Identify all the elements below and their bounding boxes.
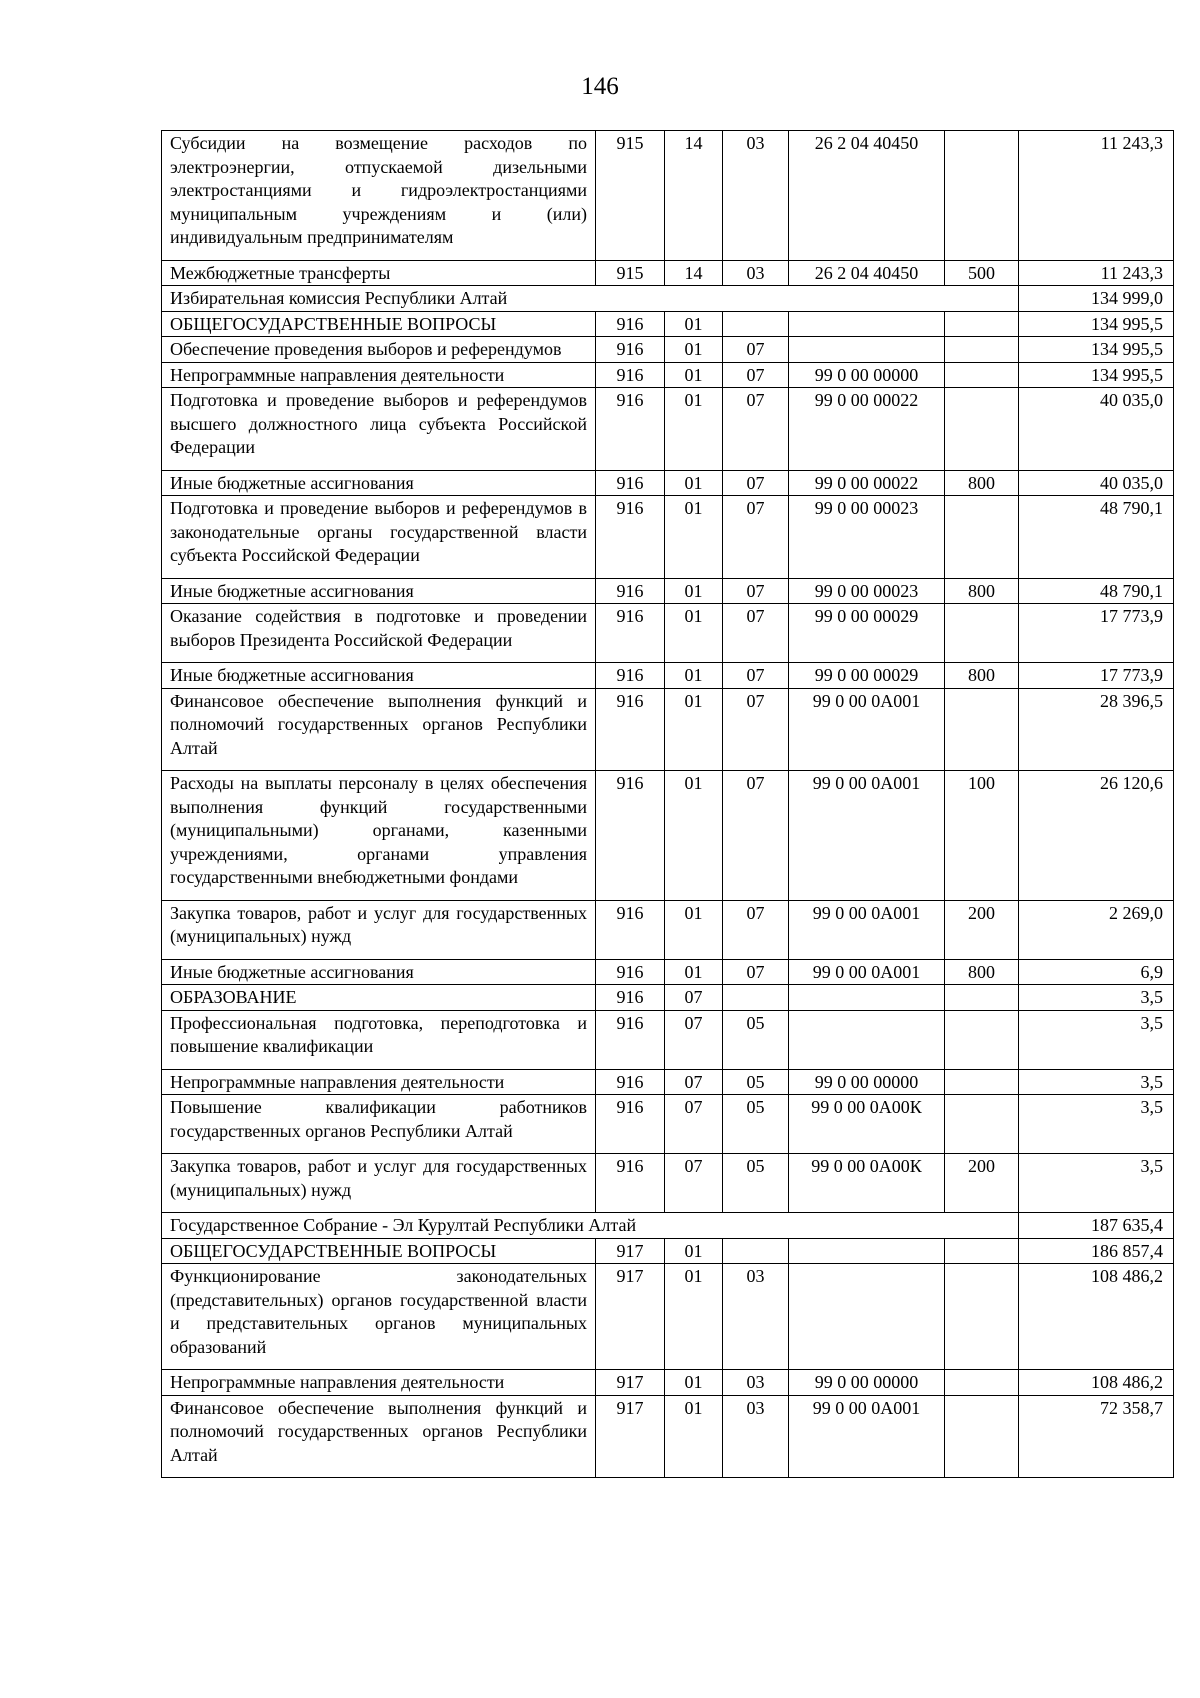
target-article-cell: 99 0 00 0А001 xyxy=(789,688,945,771)
subsection-code-cell: 07 xyxy=(723,900,789,959)
amount-cell: 3,5 xyxy=(1019,1010,1174,1069)
item-name-cell: Иные бюджетные ассигнования xyxy=(162,959,596,985)
target-article-cell: 99 0 00 00029 xyxy=(789,663,945,689)
amount-cell: 72 358,7 xyxy=(1019,1395,1174,1478)
expense-type-cell: 800 xyxy=(945,470,1019,496)
subsection-code-cell: 07 xyxy=(723,663,789,689)
subsection-code-cell: 07 xyxy=(723,470,789,496)
target-article-cell: 99 0 00 0А001 xyxy=(789,900,945,959)
item-name-cell: Закупка товаров, работ и услуг для государственных (муниципальных) нужд xyxy=(162,900,596,959)
section-code-cell: 07 xyxy=(665,1095,723,1154)
table-row xyxy=(162,131,1174,261)
item-name-cell: Подготовка и проведение выборов и референдумов высшего должностного лица субъекта Российской Федерации xyxy=(162,388,596,471)
target-article-cell: 99 0 00 00000 xyxy=(789,1069,945,1095)
section-code-cell: 01 xyxy=(665,311,723,337)
subsection-code-cell: 07 xyxy=(723,688,789,771)
amount-cell: 17 773,9 xyxy=(1019,663,1174,689)
subsection-code-cell: 07 xyxy=(723,388,789,471)
item-name-cell: Обеспечение проведения выборов и референдумов xyxy=(162,337,596,363)
target-article-cell: 99 0 00 0А001 xyxy=(789,1395,945,1478)
section-code-cell: 01 xyxy=(665,470,723,496)
item-name-cell: Оказание содействия в подготовке и проведении выборов Президента Российской Федерации xyxy=(162,604,596,663)
amount-cell: 3,5 xyxy=(1019,1095,1174,1154)
ministry-code-cell: 915 xyxy=(596,131,665,261)
ministry-code-cell: 916 xyxy=(596,663,665,689)
item-name-cell: Закупка товаров, работ и услуг для государственных (муниципальных) нужд xyxy=(162,1154,596,1213)
ministry-code-cell: 916 xyxy=(596,388,665,471)
table-row xyxy=(162,311,1174,337)
ministry-code-cell: 916 xyxy=(596,1154,665,1213)
subsection-code-cell xyxy=(723,985,789,1011)
amount-cell: 134 995,5 xyxy=(1019,337,1174,363)
ministry-code-cell: 916 xyxy=(596,604,665,663)
table-row xyxy=(162,688,1174,771)
expense-type-cell xyxy=(945,337,1019,363)
item-name-cell: Расходы на выплаты персоналу в целях обеспечения выполнения функций государственными (муниципальными) органами, казенными учреждениями, органами управления государственными внебюджетными фондами xyxy=(162,771,596,901)
expense-type-cell: 200 xyxy=(945,900,1019,959)
target-article-cell: 99 0 00 00022 xyxy=(789,388,945,471)
table-row xyxy=(162,260,1174,286)
section-code-cell: 01 xyxy=(665,663,723,689)
item-name-cell: Непрограммные направления деятельности xyxy=(162,362,596,388)
amount-cell: 40 035,0 xyxy=(1019,470,1174,496)
subsection-code-cell: 03 xyxy=(723,260,789,286)
target-article-cell: 99 0 00 00022 xyxy=(789,470,945,496)
ministry-code-cell: 916 xyxy=(596,771,665,901)
ministry-code-cell: 916 xyxy=(596,688,665,771)
item-name-cell: Непрограммные направления деятельности xyxy=(162,1370,596,1396)
amount-cell: 11 243,3 xyxy=(1019,260,1174,286)
section-code-cell: 01 xyxy=(665,959,723,985)
table-row xyxy=(162,286,1174,312)
target-article-cell xyxy=(789,985,945,1011)
target-article-cell: 26 2 04 40450 xyxy=(789,260,945,286)
item-name-cell: Функционирование законодательных (представительных) органов государственной власти и представительных органов муниципальных образований xyxy=(162,1264,596,1370)
expense-type-cell xyxy=(945,1069,1019,1095)
section-code-cell: 01 xyxy=(665,496,723,579)
subsection-code-cell: 07 xyxy=(723,337,789,363)
subsection-code-cell xyxy=(723,1238,789,1264)
expense-type-cell: 800 xyxy=(945,578,1019,604)
table-row xyxy=(162,1213,1174,1239)
target-article-cell: 99 0 00 00023 xyxy=(789,578,945,604)
expense-type-cell xyxy=(945,1010,1019,1069)
target-article-cell xyxy=(789,1238,945,1264)
expense-type-cell xyxy=(945,131,1019,261)
item-name-cell: Повышение квалификации работников государственных органов Республики Алтай xyxy=(162,1095,596,1154)
item-name-cell: Иные бюджетные ассигнования xyxy=(162,470,596,496)
ministry-code-cell: 916 xyxy=(596,470,665,496)
subsection-code-cell: 07 xyxy=(723,578,789,604)
ministry-code-cell: 916 xyxy=(596,985,665,1011)
target-article-cell: 99 0 00 00023 xyxy=(789,496,945,579)
table-row xyxy=(162,1095,1174,1154)
section-code-cell: 07 xyxy=(665,1010,723,1069)
ministry-code-cell: 917 xyxy=(596,1238,665,1264)
amount-cell: 48 790,1 xyxy=(1019,578,1174,604)
item-name-cell: ОБЩЕГОСУДАРСТВЕННЫЕ ВОПРОСЫ xyxy=(162,311,596,337)
ministry-code-cell: 916 xyxy=(596,1095,665,1154)
subsection-code-cell: 05 xyxy=(723,1010,789,1069)
amount-cell: 3,5 xyxy=(1019,985,1174,1011)
expense-type-cell xyxy=(945,1095,1019,1154)
subsection-code-cell: 05 xyxy=(723,1154,789,1213)
table-row xyxy=(162,578,1174,604)
section-code-cell: 01 xyxy=(665,1395,723,1478)
table-row xyxy=(162,985,1174,1011)
table-row xyxy=(162,1395,1174,1478)
target-article-cell: 99 0 00 00000 xyxy=(789,1370,945,1396)
section-code-cell: 01 xyxy=(665,604,723,663)
ministry-code-cell: 917 xyxy=(596,1264,665,1370)
expense-type-cell xyxy=(945,1395,1019,1478)
item-name-cell: Финансовое обеспечение выполнения функций и полномочий государственных органов Республики Алтай xyxy=(162,1395,596,1478)
item-name-cell: ОБРАЗОВАНИЕ xyxy=(162,985,596,1011)
target-article-cell xyxy=(789,1264,945,1370)
target-article-cell: 99 0 00 0А00К xyxy=(789,1154,945,1213)
section-code-cell: 01 xyxy=(665,362,723,388)
amount-cell: 28 396,5 xyxy=(1019,688,1174,771)
section-code-cell: 01 xyxy=(665,688,723,771)
ministry-code-cell: 916 xyxy=(596,496,665,579)
target-article-cell: 99 0 00 0А001 xyxy=(789,959,945,985)
ministry-code-cell: 915 xyxy=(596,260,665,286)
expense-type-cell xyxy=(945,688,1019,771)
table-row xyxy=(162,1154,1174,1213)
expense-type-cell xyxy=(945,985,1019,1011)
table-row xyxy=(162,771,1174,901)
amount-cell: 26 120,6 xyxy=(1019,771,1174,901)
expense-type-cell xyxy=(945,362,1019,388)
subsection-code-cell xyxy=(723,311,789,337)
page-number: 146 xyxy=(581,73,619,100)
target-article-cell xyxy=(789,311,945,337)
ministry-code-cell: 917 xyxy=(596,1395,665,1478)
target-article-cell: 99 0 00 00029 xyxy=(789,604,945,663)
table-row xyxy=(162,362,1174,388)
target-article-cell xyxy=(789,337,945,363)
expense-type-cell xyxy=(945,496,1019,579)
section-code-cell: 01 xyxy=(665,1238,723,1264)
item-name-cell: Подготовка и проведение выборов и референдумов в законодательные органы государственной власти субъекта Российской Федерации xyxy=(162,496,596,579)
expense-type-cell: 100 xyxy=(945,771,1019,901)
subsection-code-cell: 07 xyxy=(723,771,789,901)
item-name-cell: Межбюджетные трансферты xyxy=(162,260,596,286)
expense-type-cell xyxy=(945,311,1019,337)
ministry-code-cell: 916 xyxy=(596,311,665,337)
ministry-code-cell: 916 xyxy=(596,959,665,985)
subsection-code-cell: 07 xyxy=(723,604,789,663)
section-code-cell: 01 xyxy=(665,771,723,901)
subsection-code-cell: 03 xyxy=(723,1264,789,1370)
table-row xyxy=(162,496,1174,579)
expense-type-cell: 800 xyxy=(945,663,1019,689)
amount-cell: 3,5 xyxy=(1019,1069,1174,1095)
section-code-cell: 01 xyxy=(665,337,723,363)
expense-type-cell: 500 xyxy=(945,260,1019,286)
item-name-cell: ОБЩЕГОСУДАРСТВЕННЫЕ ВОПРОСЫ xyxy=(162,1238,596,1264)
expense-type-cell xyxy=(945,604,1019,663)
item-name-cell: Финансовое обеспечение выполнения функций и полномочий государственных органов Республики Алтай xyxy=(162,688,596,771)
item-name-cell: Непрограммные направления деятельности xyxy=(162,1069,596,1095)
ministry-code-cell: 916 xyxy=(596,900,665,959)
ministry-code-cell: 916 xyxy=(596,362,665,388)
subsection-code-cell: 03 xyxy=(723,1370,789,1396)
section-code-cell: 07 xyxy=(665,1069,723,1095)
ministry-code-cell: 916 xyxy=(596,578,665,604)
amount-cell: 108 486,2 xyxy=(1019,1264,1174,1370)
table-row xyxy=(162,1010,1174,1069)
section-code-cell: 07 xyxy=(665,1154,723,1213)
table-row xyxy=(162,388,1174,471)
target-article-cell: 99 0 00 0А00К xyxy=(789,1095,945,1154)
amount-cell: 108 486,2 xyxy=(1019,1370,1174,1396)
target-article-cell: 26 2 04 40450 xyxy=(789,131,945,261)
organization-name-cell: Избирательная комиссия Республики Алтай xyxy=(162,286,1019,312)
table-body xyxy=(162,131,1174,1478)
amount-cell: 186 857,4 xyxy=(1019,1238,1174,1264)
item-name-cell: Субсидии на возмещение расходов по электроэнергии, отпускаемой дизельными электростанциями и гидроэлектростанциями муниципальным учреждениям и (или) индивидуальным предпринимателям xyxy=(162,131,596,261)
amount-cell: 187 635,4 xyxy=(1019,1213,1174,1239)
amount-cell: 17 773,9 xyxy=(1019,604,1174,663)
table-row xyxy=(162,663,1174,689)
section-code-cell: 01 xyxy=(665,388,723,471)
amount-cell: 3,5 xyxy=(1019,1154,1174,1213)
expense-type-cell: 800 xyxy=(945,959,1019,985)
expense-type-cell xyxy=(945,1370,1019,1396)
section-code-cell: 01 xyxy=(665,1370,723,1396)
amount-cell: 134 995,5 xyxy=(1019,362,1174,388)
subsection-code-cell: 07 xyxy=(723,959,789,985)
amount-cell: 6,9 xyxy=(1019,959,1174,985)
subsection-code-cell: 03 xyxy=(723,131,789,261)
amount-cell: 2 269,0 xyxy=(1019,900,1174,959)
subsection-code-cell: 05 xyxy=(723,1095,789,1154)
subsection-code-cell: 07 xyxy=(723,362,789,388)
ministry-code-cell: 917 xyxy=(596,1370,665,1396)
table-row xyxy=(162,1238,1174,1264)
section-code-cell: 14 xyxy=(665,260,723,286)
target-article-cell: 99 0 00 00000 xyxy=(789,362,945,388)
subsection-code-cell: 03 xyxy=(723,1395,789,1478)
target-article-cell: 99 0 00 0А001 xyxy=(789,771,945,901)
section-code-cell: 14 xyxy=(665,131,723,261)
budget-table xyxy=(161,130,1174,1478)
amount-cell: 134 995,5 xyxy=(1019,311,1174,337)
item-name-cell: Иные бюджетные ассигнования xyxy=(162,578,596,604)
amount-cell: 11 243,3 xyxy=(1019,131,1174,261)
expense-type-cell xyxy=(945,388,1019,471)
subsection-code-cell: 07 xyxy=(723,496,789,579)
target-article-cell xyxy=(789,1010,945,1069)
section-code-cell: 07 xyxy=(665,985,723,1011)
expense-type-cell: 200 xyxy=(945,1154,1019,1213)
ministry-code-cell: 916 xyxy=(596,337,665,363)
amount-cell: 40 035,0 xyxy=(1019,388,1174,471)
table-row xyxy=(162,1370,1174,1396)
ministry-code-cell: 916 xyxy=(596,1069,665,1095)
ministry-code-cell: 916 xyxy=(596,1010,665,1069)
section-code-cell: 01 xyxy=(665,578,723,604)
table-row xyxy=(162,959,1174,985)
table-row xyxy=(162,337,1174,363)
expense-type-cell xyxy=(945,1264,1019,1370)
item-name-cell: Иные бюджетные ассигнования xyxy=(162,663,596,689)
table-row xyxy=(162,1069,1174,1095)
section-code-cell: 01 xyxy=(665,1264,723,1370)
table-row xyxy=(162,900,1174,959)
item-name-cell: Профессиональная подготовка, переподготовка и повышение квалификации xyxy=(162,1010,596,1069)
amount-cell: 48 790,1 xyxy=(1019,496,1174,579)
table-row xyxy=(162,1264,1174,1370)
organization-name-cell: Государственное Собрание - Эл Курултай Республики Алтай xyxy=(162,1213,1019,1239)
table-row xyxy=(162,470,1174,496)
section-code-cell: 01 xyxy=(665,900,723,959)
subsection-code-cell: 05 xyxy=(723,1069,789,1095)
expense-type-cell xyxy=(945,1238,1019,1264)
amount-cell: 134 999,0 xyxy=(1019,286,1174,312)
table-row xyxy=(162,604,1174,663)
